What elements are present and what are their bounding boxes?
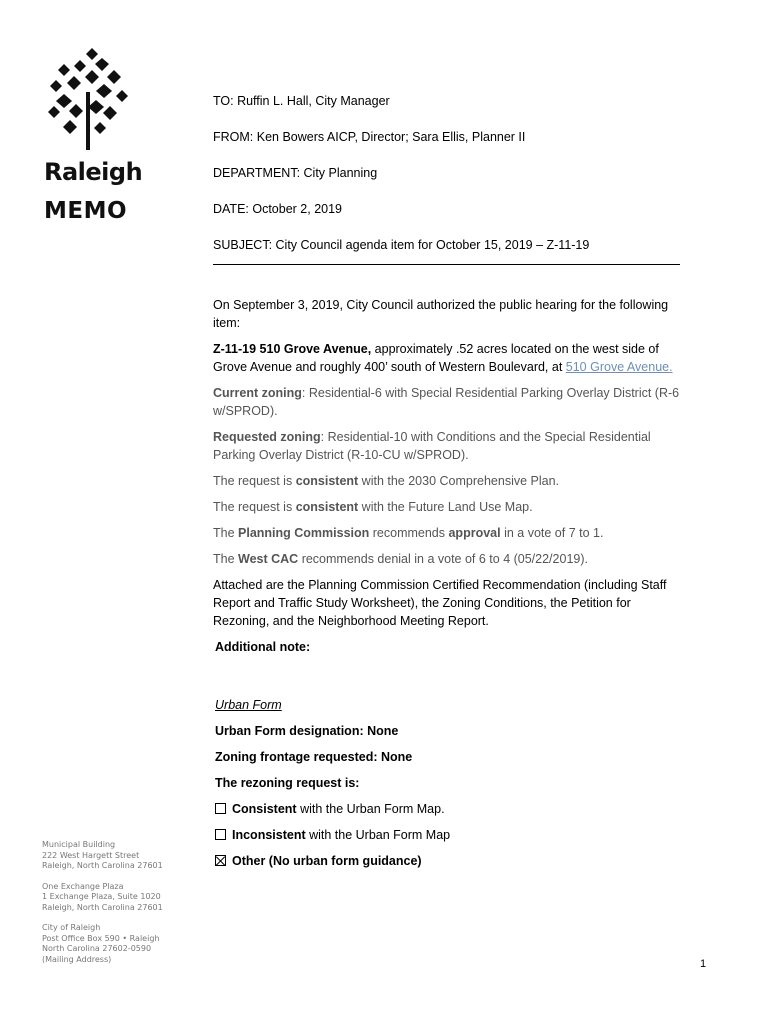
- address-link[interactable]: 510 Grove Avenue.: [565, 360, 673, 374]
- attachments-paragraph: Attached are the Planning Commission Certified Recommendation (including Staff Report and Traffic Study Worksheet), the Zoning Conditions, the Petition for Rezoning, and the Neighborhood Meeting Report.: [213, 578, 667, 628]
- cac-suffix: recommends denial in a vote of 6 to 4 (05/22/2019).: [298, 552, 588, 566]
- oak-leaves-icon: [40, 40, 140, 155]
- memo-title: MEMO: [44, 198, 128, 224]
- address-line: Raleigh, North Carolina 27601: [42, 902, 163, 912]
- additional-note-heading: Additional note:: [215, 640, 311, 654]
- comp-plan-paragraph: [213, 472, 683, 490]
- address-line: 222 West Hargett Street: [42, 850, 140, 860]
- requested-zoning-label: Requested zoning: [213, 430, 321, 444]
- option-inconsistent-label: Inconsistent: [232, 828, 306, 842]
- address-line: North Carolina 27602-0590: [42, 944, 152, 953]
- current-zoning-text: : Residential-6 with Special Residential Parking Overlay District (R-6 w/SPROD).: [213, 386, 680, 418]
- option-inconsistent: [215, 826, 683, 844]
- planning-commission-paragraph: [213, 524, 683, 542]
- department-line: DEPARTMENT: City Planning: [213, 166, 378, 180]
- pc-mid: recommends: [369, 526, 449, 540]
- address-line: Post Office Box 590 • Raleigh: [42, 933, 160, 943]
- case-paragraph: [213, 340, 683, 376]
- option-other: [215, 852, 683, 870]
- mailing-address: [42, 923, 192, 965]
- flu-status: consistent: [295, 500, 359, 514]
- from-line: FROM: Ken Bowers AICP, Director; Sara Ellis, Planner II: [213, 130, 526, 144]
- address-line: 1 Exchange Plaza, Suite 1020: [42, 892, 161, 901]
- page-number: 1: [700, 958, 707, 970]
- checkbox-other-checked[interactable]: [215, 855, 226, 866]
- address-line: One Exchange Plaza: [42, 881, 124, 891]
- address-footer: [42, 840, 192, 975]
- city-tree-logo: [40, 40, 140, 155]
- address-line: (Mailing Address): [42, 954, 112, 964]
- checkbox-inconsistent[interactable]: [215, 829, 226, 840]
- pc-prefix: The: [213, 526, 239, 540]
- municipal-building-address: [42, 840, 192, 872]
- option-inconsistent-text: with the Urban Form Map: [305, 828, 451, 842]
- option-consistent-label: Consistent: [232, 802, 297, 816]
- cac-prefix: The: [213, 552, 239, 566]
- comp-plan-suffix: with the 2030 Comprehensive Plan.: [358, 474, 560, 488]
- checkbox-consistent[interactable]: [215, 803, 226, 814]
- option-consistent-text: with the Urban Form Map.: [296, 802, 445, 816]
- cac-paragraph: [213, 550, 683, 568]
- flu-paragraph: [213, 498, 683, 516]
- option-other-label: Other (No urban form guidance): [232, 854, 422, 868]
- intro-paragraph: On September 3, 2019, City Council authorized the public hearing for the following item:: [213, 298, 669, 330]
- case-description: approximately .52 acres located on the west side of Grove Avenue and roughly 400’ south of Western Boulevard, at: [213, 342, 659, 374]
- address-line: City of Raleigh: [42, 923, 101, 932]
- memo-header: [213, 92, 683, 272]
- date-line: DATE: October 2, 2019: [213, 202, 342, 216]
- urban-form-designation: Urban Form designation: None: [215, 724, 399, 738]
- pc-suffix: in a vote of 7 to 1.: [500, 526, 604, 540]
- to-line: TO: Ruffin L. Hall, City Manager: [213, 94, 390, 108]
- case-id: Z-11-19 510 Grove Avenue,: [213, 342, 372, 356]
- requested-zoning-paragraph: [213, 428, 683, 464]
- memo-body: [213, 296, 683, 878]
- rezoning-request-label: The rezoning request is:: [215, 776, 360, 790]
- spacer: [213, 664, 683, 696]
- current-zoning-paragraph: [213, 384, 683, 420]
- flu-prefix: The request is: [213, 500, 296, 514]
- header-divider: [213, 264, 680, 265]
- option-consistent: [215, 800, 683, 818]
- comp-plan-status: consistent: [295, 474, 359, 488]
- urban-form-heading: Urban Form: [215, 698, 282, 712]
- pc-body: Planning Commission: [238, 526, 370, 540]
- address-line: Municipal Building: [42, 840, 116, 849]
- city-name: Raleigh: [44, 158, 143, 186]
- cac-name: West CAC: [238, 552, 299, 566]
- address-line: Raleigh, North Carolina 27601: [42, 861, 163, 870]
- exchange-plaza-address: [42, 882, 192, 914]
- subject-line: SUBJECT: City Council agenda item for October 15, 2019 – Z-11-19: [213, 238, 590, 252]
- zoning-frontage: Zoning frontage requested: None: [215, 750, 413, 764]
- requested-zoning-text: : Residential-10 with Conditions and the Special Residential Parking Overlay District (R-10-CU w/SPROD).: [213, 430, 651, 462]
- current-zoning-label: Current zoning: [213, 386, 302, 400]
- flu-suffix: with the Future Land Use Map.: [358, 500, 533, 514]
- comp-plan-prefix: The request is: [213, 474, 296, 488]
- pc-decision: approval: [448, 526, 501, 540]
